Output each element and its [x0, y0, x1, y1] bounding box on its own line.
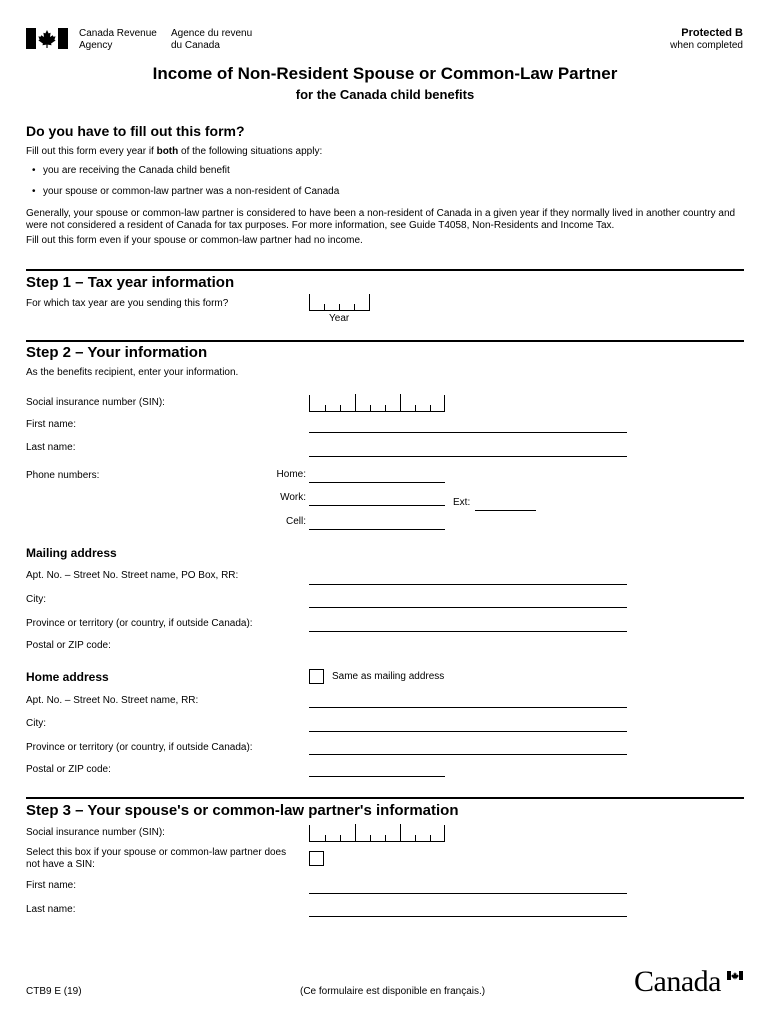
- work-phone-label: Work:: [280, 492, 306, 503]
- intro-bullet-list: [32, 165, 339, 198]
- work-ext-field[interactable]: [475, 510, 536, 511]
- step2-intro: As the benefits recipient, enter your information.: [26, 367, 239, 378]
- step3-heading: Step 3 – Your spouse's or common-law partner's information: [26, 802, 459, 819]
- agency-en-line-1: Canada Revenue: [79, 28, 157, 39]
- list-item: • you are receiving the Canada child benefit: [32, 165, 339, 177]
- cell-phone-field[interactable]: [309, 529, 445, 530]
- mailing-postal-label: Postal or ZIP code:: [26, 640, 111, 651]
- home-address-heading: Home address: [26, 670, 109, 684]
- cell-phone-label: Cell:: [285, 516, 306, 527]
- agency-fr-line-1: Agence du revenu: [171, 28, 253, 39]
- spouse-sin-input[interactable]: [309, 825, 445, 842]
- spouse-last-name-field[interactable]: [309, 916, 627, 917]
- french-availability-note: (Ce formulaire est disponible en français.): [300, 986, 486, 997]
- phone-numbers-label: Phone numbers:: [26, 470, 100, 481]
- mailing-city-label: City:: [26, 594, 46, 605]
- canada-flag-icon: [26, 28, 68, 49]
- form-code: CTB9 E (19): [26, 986, 82, 997]
- intro-lead-suffix: of the following situations apply:: [178, 146, 323, 157]
- step2-heading: Step 2 – Your information: [26, 344, 208, 361]
- intro-no-income-note: Fill out this form even if your spouse or common-law partner had no income.: [26, 235, 363, 246]
- year-label: Year: [329, 313, 350, 324]
- recipient-sin-input[interactable]: [309, 395, 445, 412]
- intro-heading: Do you have to fill out this form?: [26, 123, 245, 139]
- agency-name-en: [79, 28, 157, 52]
- mailing-province-label: Province or territory (or country, if outside Canada):: [26, 618, 253, 629]
- intro-lead-bold: both: [156, 146, 179, 157]
- intro-lead: [26, 146, 322, 158]
- intro-lead-prefix: Fill out this form every year if: [26, 146, 157, 157]
- canada-wordmark-text: Canada: [634, 965, 721, 998]
- home-postal-label: Postal or ZIP code:: [26, 764, 111, 775]
- tax-year-input[interactable]: [309, 294, 370, 311]
- same-as-mailing-checkbox[interactable]: [309, 669, 324, 684]
- home-province-field[interactable]: [309, 754, 627, 755]
- home-province-label: Province or territory (or country, if outside Canada):: [26, 742, 253, 753]
- step1-divider: [26, 269, 744, 271]
- home-street-field[interactable]: [309, 707, 627, 708]
- mailing-address-heading: Mailing address: [26, 546, 117, 560]
- mailing-province-field[interactable]: [309, 631, 627, 632]
- home-street-label: Apt. No. – Street No. Street name, RR:: [26, 695, 199, 706]
- step1-heading: Step 1 – Tax year information: [26, 274, 235, 291]
- home-phone-label: Home:: [276, 469, 306, 480]
- protected-b-notice: [670, 27, 743, 52]
- step2-divider: [26, 340, 744, 342]
- protected-label: Protected B: [681, 27, 743, 39]
- home-city-field[interactable]: [309, 731, 627, 732]
- wordmark-flag-icon: [727, 967, 743, 976]
- agency-fr-line-2: du Canada: [171, 40, 220, 51]
- canada-wordmark: [634, 966, 721, 998]
- list-item: • your spouse or common-law partner was a non-resident of Canada: [32, 186, 339, 198]
- step3-divider: [26, 797, 744, 799]
- ext-label: Ext:: [453, 497, 471, 508]
- tax-year-question: For which tax year are you sending this form?: [26, 298, 229, 309]
- recipient-first-name-label: First name:: [26, 419, 77, 430]
- spouse-sin-label: Social insurance number (SIN):: [26, 827, 165, 838]
- spouse-last-name-label: Last name:: [26, 904, 76, 915]
- spouse-first-name-field[interactable]: [309, 893, 627, 894]
- work-phone-field[interactable]: [309, 505, 445, 506]
- no-sin-line-1: Select this box if your spouse or common-law partner does: [26, 847, 287, 858]
- home-postal-field[interactable]: [309, 776, 445, 777]
- mailing-city-field[interactable]: [309, 607, 627, 608]
- home-phone-field[interactable]: [309, 482, 445, 483]
- mailing-street-label: Apt. No. – Street No. Street name, PO Box, RR:: [26, 570, 239, 581]
- recipient-first-name-field[interactable]: [309, 432, 627, 433]
- home-city-label: City:: [26, 718, 46, 729]
- when-completed-label: when completed: [670, 40, 743, 51]
- recipient-last-name-label: Last name:: [26, 442, 76, 453]
- mailing-street-field[interactable]: [309, 584, 627, 585]
- spouse-first-name-label: First name:: [26, 880, 77, 891]
- intro-paragraph: Generally, your spouse or common-law partner is considered to have been a non-resident of Canada in a given year if they normally lived in another country and were not considered a resident of Canada for tax purposes. For more information, see Guide T4058, Non-Residents and Income Tax.: [26, 208, 736, 231]
- agency-en-line-2: Agency: [79, 40, 113, 51]
- agency-name-fr: [171, 28, 252, 52]
- form-subtitle: for the Canada child benefits: [295, 87, 475, 102]
- recipient-last-name-field[interactable]: [309, 456, 627, 457]
- no-sin-checkbox[interactable]: [309, 851, 324, 866]
- no-sin-label: [26, 847, 286, 871]
- recipient-sin-label: Social insurance number (SIN):: [26, 397, 165, 408]
- form-title: Income of Non-Resident Spouse or Common-Law Partner: [152, 64, 618, 83]
- same-as-mailing-label: Same as mailing address: [332, 671, 445, 682]
- no-sin-line-2: not have a SIN:: [26, 859, 95, 870]
